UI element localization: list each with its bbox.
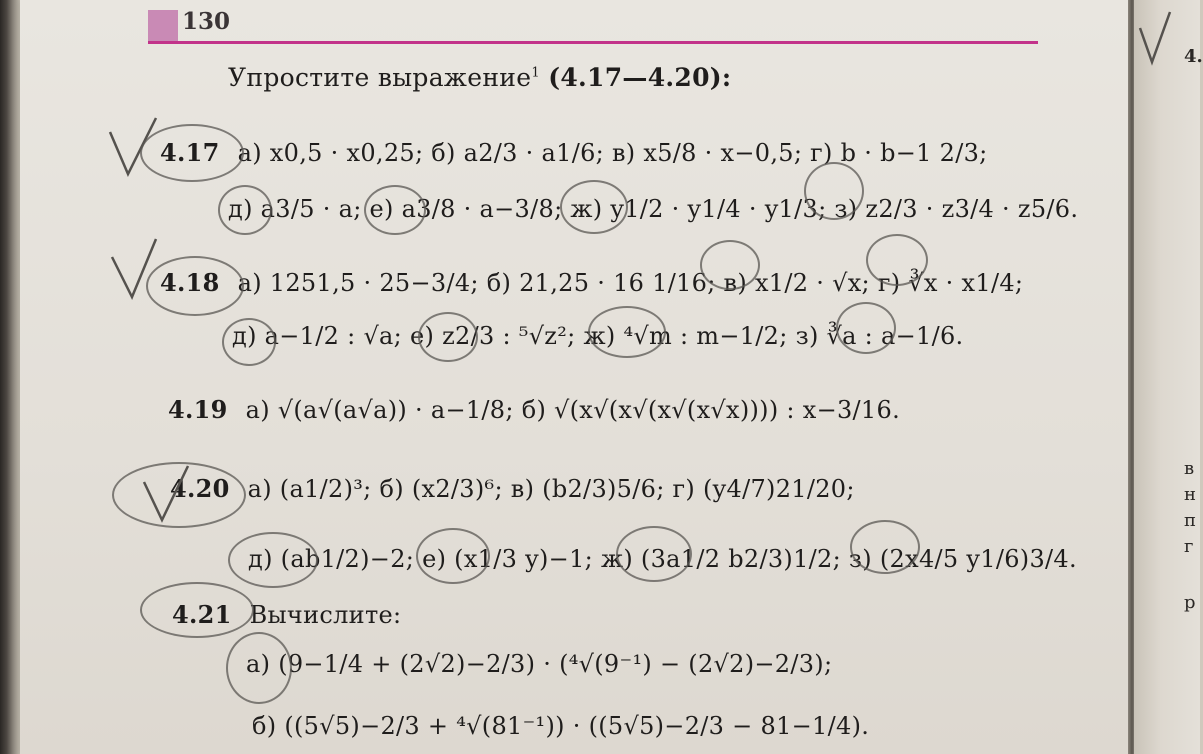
pen-circle [140, 124, 244, 182]
pen-check-icon [1136, 8, 1176, 68]
problem-4-21-line-1: а) (9−1/4 + (2√2)−2/3) · (⁴√(9⁻¹) − (2√2)−2/3); [246, 650, 833, 678]
right-page-letter: г [1184, 536, 1194, 557]
page-number-marker [148, 10, 178, 44]
right-page-letter: р [1184, 592, 1196, 613]
problem-number: 4.17 [160, 138, 220, 167]
problem-4-19-line-1 [168, 395, 900, 424]
header-rule [148, 41, 1038, 44]
instruction-range: (4.17—4.20): [548, 63, 732, 92]
problem-4-20-line-2: д) (ab1/2)−2; е) (x1/3 y)−1; ж) (3a1/2 b2/3)1/2; з) (2x4/5 y1/6)3/4. [248, 545, 1077, 573]
pen-circle [804, 162, 864, 220]
pen-circle [222, 318, 276, 366]
pen-circle [112, 462, 246, 528]
pen-circle [218, 185, 272, 235]
problem-4-18-line-2: д) a−1/2 : √a; е) z2/3 : ⁵√z²; ж) ⁴√m : m−1/2; з) ∛a : a−1/6. [232, 322, 964, 350]
right-page-letter: н [1184, 484, 1196, 505]
pen-circle [588, 306, 666, 358]
problem-number: 4.20 [170, 474, 230, 503]
page-number: 130 [182, 8, 231, 35]
problem-text: а) √(a√(a√a)) · a−1/8; б) √(x√(x√(x√(x√x)))) : x−3/16. [245, 396, 900, 424]
instruction-text: Упростите выражение [228, 63, 532, 92]
textbook-page [20, 0, 1132, 754]
pen-circle [226, 632, 292, 704]
problem-number: 4.19 [168, 395, 228, 424]
problem-4-21-line-2: б) ((5√5)−2/3 + ⁴√(81⁻¹)) · ((5√5)−2/3 − 81−1/4). [252, 712, 870, 740]
pen-circle [700, 240, 760, 290]
problem-text: а) 1251,5 · 25−3/4; б) 21,25 · 16 1/16; в) x1/2 · √x; г) ∛x · x1/4; [237, 269, 1024, 297]
instruction-heading [228, 63, 731, 92]
problem-text: а) x0,5 · x0,25; б) a2/3 · a1/6; в) x5/8 · x−0,5; г) b · b−1 2/3; [237, 139, 988, 167]
book-spine-edge [0, 0, 22, 754]
instruction-footnote: 1 [531, 65, 540, 81]
problem-4-20-line-1 [170, 474, 855, 503]
pen-circle [616, 526, 692, 582]
pen-circle [850, 520, 920, 574]
problem-text: а) (a1/2)³; б) (x2/3)⁶; в) (b2/3)5/6; г) (y4/7)21/20; [247, 475, 855, 503]
problem-number: 4.21 [172, 600, 232, 629]
problem-4-17-line-1 [160, 138, 988, 167]
right-page-letter: в [1184, 458, 1195, 479]
pen-circle [866, 234, 928, 286]
pen-circle [228, 532, 318, 588]
pen-circle [418, 312, 478, 362]
right-page-letter: п [1184, 510, 1196, 531]
right-page-edge [1134, 0, 1200, 754]
problem-title: Вычислите: [249, 601, 402, 629]
pen-circle [836, 302, 896, 354]
right-page-header: 4. [1184, 46, 1203, 67]
problem-4-17-line-2: д) a3/5 · a; е) a3/8 · a−3/8; ж) y1/2 · y1/4 · y1/3; з) z2/3 · z3/4 · z5/6. [228, 195, 1079, 223]
pen-circle [560, 180, 628, 234]
pen-circle [416, 528, 490, 584]
pen-circle [140, 582, 254, 638]
pen-circle [146, 256, 244, 316]
problem-number: 4.18 [160, 268, 220, 297]
pen-circle [364, 185, 426, 235]
